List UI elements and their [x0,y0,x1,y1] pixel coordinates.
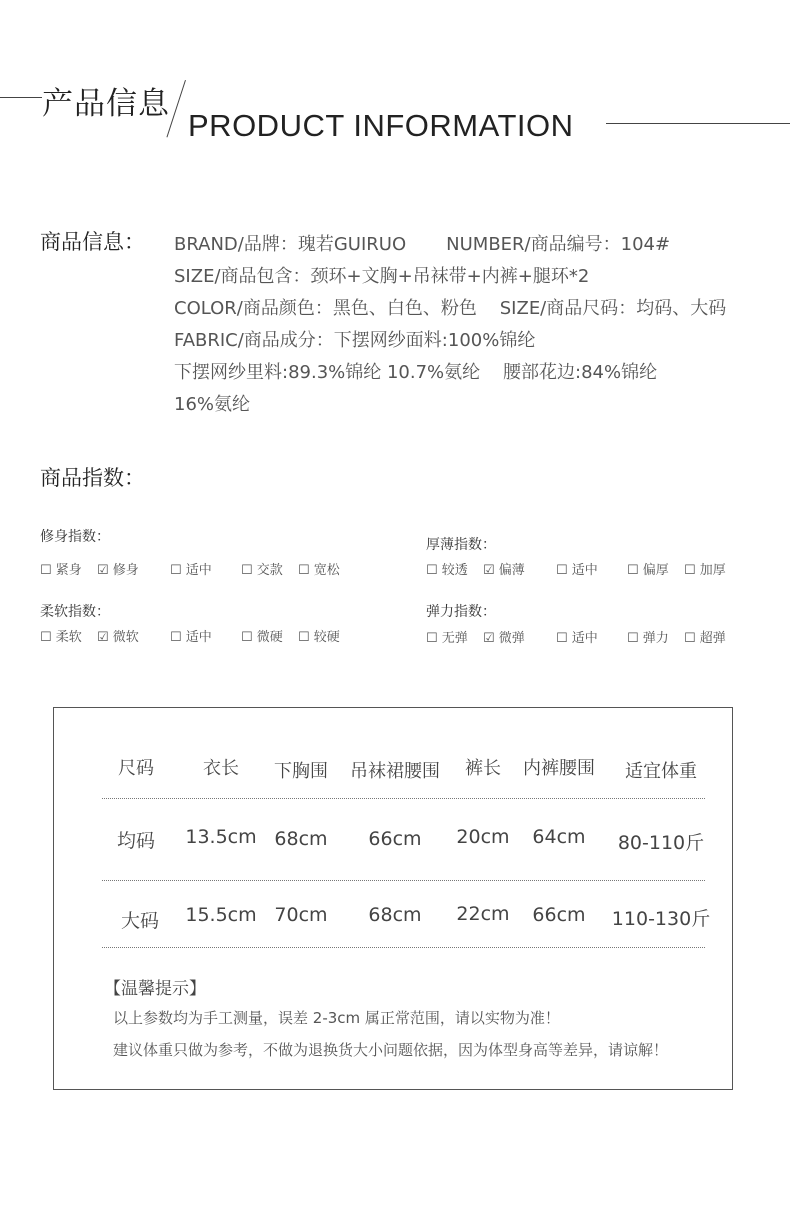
elasticity-option: ☐ 弹力 [627,631,669,646]
fit-option: ☐ 交款 [241,563,283,578]
table-cell: 68cm [368,904,422,926]
tip-line-weight: 建议体重只做为参考，不做为退换货大小问题依据，因为体型身高等差异，请谅解！ [113,1041,669,1059]
table-cell: 13.5cm [185,826,257,848]
tips-title: 【温馨提示】 [104,979,206,999]
table-cell: 66cm [368,828,422,850]
elasticity-option: ☐ 无弹 [426,631,468,646]
table-header-panty-waist: 内裤腰围 [523,758,595,779]
thickness-option: ☐ 加厚 [684,563,726,578]
tip-line-measurement: 以上参数均为手工测量，误差 2-3cm 属正常范围，请以实物为准！ [113,1009,560,1027]
product-info-label: 商品信息： [40,230,145,254]
info-line-spandex: 16%氨纶 [174,394,251,415]
fit-option: ☐ 适中 [170,563,212,578]
softness-option: ☐ 柔软 [40,630,82,645]
table-cell: 80-110斤 [617,832,705,854]
thickness-option: ☐ 较透 [426,563,468,578]
table-header-garter-waist: 吊袜裙腰围 [350,761,440,782]
table-cell: 均码 [116,830,156,852]
softness-option: ☐ 微硬 [241,630,283,645]
thickness-option: ☑ 偏薄 [483,563,525,578]
table-header-size: 尺码 [118,758,154,779]
table-cell: 64cm [532,826,586,848]
fit-option: ☐ 宽松 [298,563,340,578]
table-cell: 大码 [120,910,160,932]
title-en: PRODUCT INFORMATION [188,108,574,143]
softness-option: ☐ 适中 [170,630,212,645]
header-left-rule [0,97,42,98]
table-divider [102,880,705,881]
table-cell: 110-130斤 [611,908,711,930]
indices-label: 商品指数： [40,466,145,490]
table-cell: 20cm [456,826,510,848]
info-line-color: COLOR/商品颜色：黑色、白色、粉色 SIZE/商品尺码：均码、大码 [174,298,727,319]
elasticity-option: ☐ 适中 [556,631,598,646]
fit-option: ☐ 紧身 [40,563,82,578]
table-header-length: 衣长 [203,758,239,779]
elasticity-index-title: 弹力指数： [426,604,496,620]
info-line-brand: BRAND/品牌：瑰若GUIRUO NUMBER/商品编号：104# [174,234,671,255]
thickness-option: ☐ 适中 [556,563,598,578]
table-header-underbust: 下胸围 [274,761,328,782]
thickness-option: ☐ 偏厚 [627,563,669,578]
softness-option: ☐ 较硬 [298,630,340,645]
table-cell: 15.5cm [185,904,257,926]
table-divider [102,798,705,799]
table-cell: 66cm [532,904,586,926]
elasticity-option: ☑ 微弹 [483,631,525,646]
table-cell: 22cm [456,903,510,925]
info-line-lining: 下摆网纱里料:89.3%锦纶 10.7%氨纶 腰部花边:84%锦纶 [174,362,658,383]
table-header-weight: 适宜体重 [625,761,697,782]
table-header-pants-length: 裤长 [465,758,501,779]
fit-index-title: 修身指数： [40,529,110,545]
elasticity-option: ☐ 超弹 [684,631,726,646]
softness-option: ☑ 微软 [97,630,139,645]
fit-option: ☑ 修身 [97,563,139,578]
info-line-fabric: FABRIC/商品成分：下摆网纱面料:100%锦纶 [174,330,536,351]
title-cn: 产品信息 [42,86,170,122]
softness-index-title: 柔软指数： [40,604,110,620]
table-cell: 70cm [274,904,328,926]
thickness-index-title: 厚薄指数： [426,537,496,553]
table-cell: 68cm [274,828,328,850]
table-divider [102,947,705,948]
header-right-rule [606,123,790,124]
info-line-size-includes: SIZE/商品包含：颈环+文胸+吊袜带+内裤+腿环*2 [174,266,590,287]
